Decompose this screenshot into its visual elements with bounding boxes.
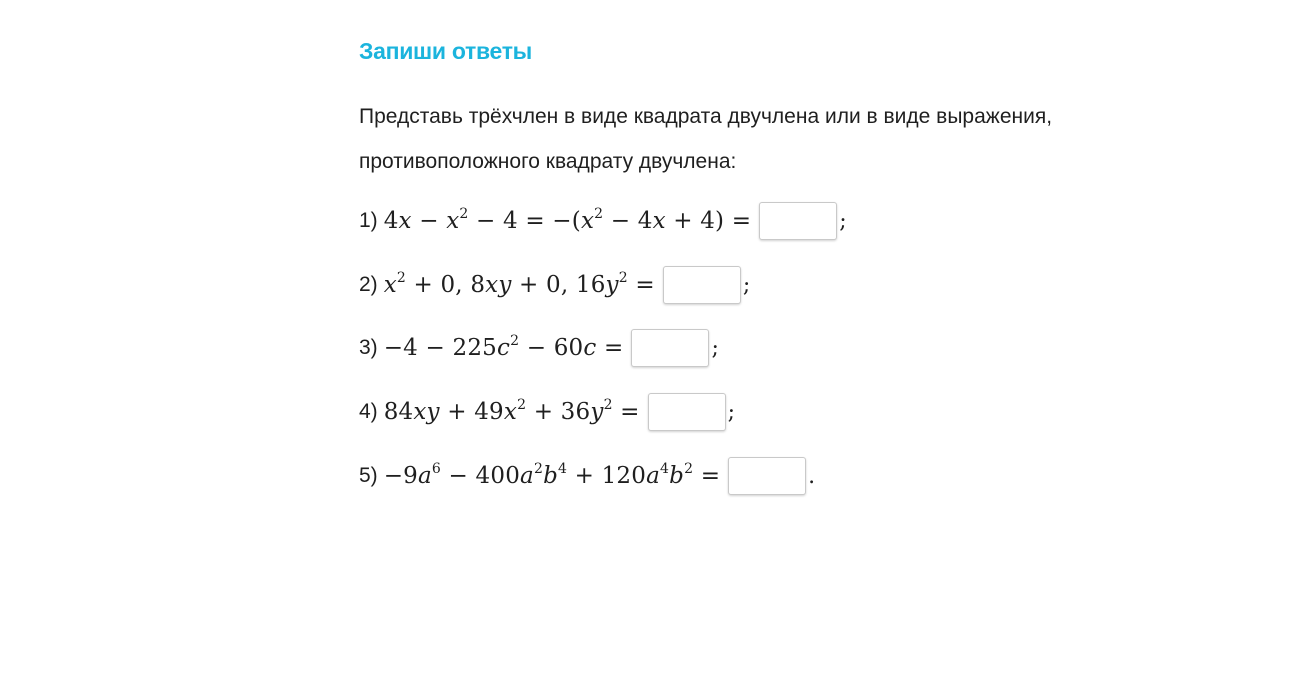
answer-input-1[interactable] xyxy=(759,202,837,240)
math-expression: $84xy + 49x^2 + 36y^2$ = xyxy=(383,397,640,425)
problem-number: 2) xyxy=(359,273,378,296)
problem-number: 4) xyxy=(359,400,378,423)
problem-number: 3) xyxy=(359,336,378,359)
answer-input-4[interactable] xyxy=(648,393,726,431)
answer-input-5[interactable] xyxy=(728,457,806,495)
problem-5 xyxy=(359,454,815,498)
punctuation: ; xyxy=(742,272,751,298)
problem-number: 1) xyxy=(359,209,378,232)
task-description-line-1: Представь трёхчлен в виде квадрата двучлена или в виде выражения, xyxy=(359,105,1053,128)
punctuation: ; xyxy=(839,208,847,234)
punctuation: ; xyxy=(711,335,719,361)
task-title: Запиши ответы xyxy=(359,38,533,64)
task-description-line-2: противоположного квадрату двучлена: xyxy=(359,150,737,173)
problem-3 xyxy=(359,326,719,370)
math-expression: $x^2 + 0$, 8xy + 0, $16y^2$ = xyxy=(383,270,655,298)
problem-2 xyxy=(359,263,750,307)
answer-input-2[interactable] xyxy=(663,266,741,304)
math-expression: $-4 - 225c^2 - 60c$ = xyxy=(383,333,624,361)
problem-4 xyxy=(359,390,735,434)
problem-number: 5) xyxy=(359,464,378,487)
problem-1 xyxy=(359,199,847,243)
punctuation: . xyxy=(808,463,816,489)
punctuation: ; xyxy=(727,399,736,425)
math-expression: $4x - x^2 - 4 = -(x^2 - 4x + 4)$ = xyxy=(383,206,752,234)
answer-input-3[interactable] xyxy=(631,329,709,367)
math-expression: $-9a^6 - 400a^2b^4 + 120a^4b^2$ = xyxy=(383,461,721,489)
